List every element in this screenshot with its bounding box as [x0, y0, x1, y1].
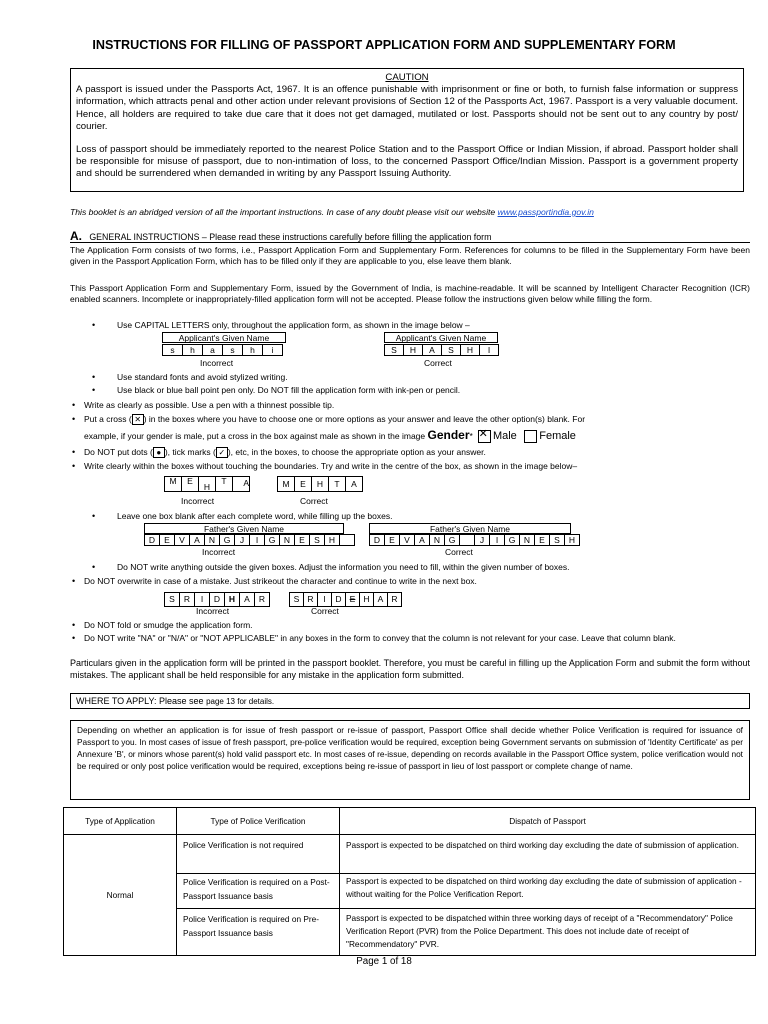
bullet-within: Write clearly within the boxes without touching the boundaries. Try and write in the centre of the box, as shown in the image below–: [84, 461, 578, 471]
bullet-clearly: Write as clearly as possible. Use a pen with a thinnest possible tip.: [84, 400, 335, 410]
caption-incorrect: Incorrect: [200, 358, 234, 368]
bullet-capital: Use CAPITAL LETTERS only, throughout the application form, as shown in the image below –: [117, 320, 470, 330]
mehta-incorrect-boxes: M E H T A: [165, 476, 250, 492]
mehta-correct-boxes: M E H T A: [278, 476, 363, 492]
caption-correct: Correct: [445, 547, 473, 557]
father-name-label-incorrect: Father's Given Name: [144, 523, 344, 534]
where-detail: page 13 for details.: [206, 697, 275, 706]
caption-correct: Correct: [300, 496, 328, 506]
where-label: WHERE TO APPLY: Please see: [76, 696, 204, 706]
caption-correct: Correct: [311, 606, 339, 616]
male-label: Male: [492, 430, 517, 442]
application-type-cell: Normal: [64, 835, 177, 956]
given-name-correct-boxes: S H A S H I: [385, 344, 499, 356]
bullet-outside: Do NOT write anything outside the given boxes. Adjust the information you need to fill, within the given number of boxes.: [117, 562, 570, 572]
dispatch-cell: Passport is expected to be dispatched within three working days of receipt of a "Recommendatory" Police Verification Report (PVR) from the Police Department. This does not include date of receipt of "Recommendatory" PVR.: [340, 909, 756, 956]
page-title: INSTRUCTIONS FOR FILLING OF PASSPORT APPLICATION FORM AND SUPPLEMENTARY FORM: [92, 38, 676, 52]
section-a-title: GENERAL INSTRUCTIONS – Please read these instructions carefully before filling the application form: [89, 232, 492, 242]
police-verification-box: Depending on whether an application is for issue of fresh passport or re-issue of passport, Passport Office shall decide whether Police Verification is required for issuance of Passport to you. In most cases of issue of fresh passport, pre-police verification would be required, exception being Government servants on submission of 'Identity Certificate' as per Annexure 'B', or minors whose parent(s) hold valid passport etc. In most cases of re-issue, depending on records available in the Passport Office system, police verification would not be required or only post police verification would be required, exceptions being re-issue of passport in lieu of lost passport or complete change of name.: [70, 720, 750, 800]
header-dispatch: Dispatch of Passport: [340, 808, 756, 835]
caption-correct: Correct: [424, 358, 452, 368]
verification-cell: Police Verification is required on a Post-Passport Issuance basis: [177, 874, 340, 909]
table-header-row: [64, 808, 756, 835]
verification-cell: Police Verification is not required: [177, 835, 340, 874]
header-type-application: Type of Application: [64, 808, 177, 835]
general-para-2: This Passport Application Form and Supplementary Form, issued by the Government of India, is machine-readable. It will be scanned by Intelligent Character Recognition (ICR) enabled scanners. Incomplete or inappropriately-filled application form will not be accepted. Please follow the instructions given below while filling the form.: [70, 283, 750, 305]
dispatch-cell: Passport is expected to be dispatched on third working day excluding the date of submission of application - without waiting for the Police Verification Report.: [340, 874, 756, 909]
cross-mark-icon: ✕: [132, 414, 144, 425]
abridged-text: This booklet is an abridged version of all the important instructions. In case of any doubt please visit our website: [70, 207, 496, 217]
bullet-pen: Use black or blue ball point pen only. Do NOT fill the application form with ink-pen or pencil.: [117, 385, 461, 395]
father-name-correct-boxes: D E V A N G J I G N E S H: [370, 534, 580, 546]
father-name-label-correct: Father's Given Name: [369, 523, 571, 534]
page-number: Page 1 of 18: [356, 956, 412, 967]
bullet-icon: •: [72, 576, 76, 586]
dot-mark-icon: ●: [153, 447, 165, 458]
website-link[interactable]: www.passportindia.gov.in: [497, 207, 594, 217]
bullet-icon: •: [72, 414, 76, 424]
gender-label: Gender: [427, 428, 470, 442]
bullet-icon: •: [92, 511, 96, 521]
sridhar-incorrect-boxes: S R I D H A R: [165, 592, 270, 607]
caution-heading: CAUTION: [385, 72, 429, 83]
bullet-fonts: Use standard fonts and avoid stylized writing.: [117, 372, 288, 382]
bullet-overwrite: Do NOT overwrite in case of a mistake. Just strikeout the character and continue to write in the next box.: [84, 576, 477, 586]
dispatch-table: [63, 807, 756, 956]
table-row: [64, 835, 756, 874]
caption-incorrect: Incorrect: [196, 606, 230, 616]
bullet-icon: •: [92, 385, 96, 395]
bullet-dots: Do NOT put dots ( ● ), tick marks ( ✓ ), etc, in the boxes, to choose the appropriate option as your answer.: [84, 447, 486, 458]
particulars-para: Particulars given in the application form will be printed in the passport booklet. Therefore, you must be careful in filling up the Application Form and submit the form without mistakes. The applicant shall be held responsible for any mistake in the application form submitted.: [70, 658, 750, 680]
bullet-icon: •: [72, 620, 76, 630]
verification-cell: Police Verification is required on Pre-Passport Issuance basis: [177, 909, 340, 956]
section-a-letter: A.: [70, 229, 82, 243]
bullet-icon: •: [72, 633, 76, 643]
bullet-fold: Do NOT fold or smudge the application form.: [84, 620, 253, 630]
dispatch-cell: Passport is expected to be dispatched on third working day excluding the date of submission of application.: [340, 835, 756, 874]
given-name-label-correct: Applicant's Given Name: [384, 332, 498, 343]
bullet-leave: Leave one box blank after each complete word, while filling up the boxes.: [117, 511, 393, 521]
section-a-heading: [70, 229, 750, 243]
bullet-icon: •: [72, 461, 76, 471]
bullet-icon: •: [92, 372, 96, 382]
abridged-note: [70, 207, 594, 217]
header-type-verification: Type of Police Verification: [177, 808, 340, 835]
bullet-icon: •: [72, 447, 76, 457]
father-name-incorrect-boxes: D E V A N G J I G N E S H: [145, 534, 355, 546]
tick-mark-icon: ✓: [216, 447, 228, 458]
bullet-icon: •: [72, 400, 76, 410]
bullet-na: Do NOT write "NA" or "N/A" or "NOT APPLICABLE" in any boxes in the form to convey that the column is not relevant for your case. Leave that column blank.: [84, 633, 676, 643]
bullet-icon: •: [92, 562, 96, 572]
caption-incorrect: Incorrect: [202, 547, 236, 557]
sridhar-correct-boxes: S R I D E H A R: [290, 592, 402, 607]
male-checkbox-crossed: [478, 430, 491, 443]
caution-paragraph-2: Loss of passport should be immediately reported to the nearest Police Station and to the Passport Office or Indian Mission, if abroad. Passport holder shall be responsible for misuse of passport, due to non-intimation of loss, to the concerned Passport Office/Indian Mission. Passport is a government property and should be surrendered when demanded in writing by any Passport Issuing Authority.: [76, 144, 738, 180]
section-divider: [70, 242, 750, 243]
caption-incorrect: Incorrect: [181, 496, 215, 506]
bullet-cross-example: example, if your gender is male, put a cross in the box against male as shown in the image Gender* ✕ Male Female: [84, 430, 576, 443]
general-para-1: The Application Form consists of two forms, i.e., Passport Application Form and Supplementary Form. References for columns to be filled in the Supplementary Form have been given in the Passport Application Form, which has to be filled only if they are applicable to you, else leave them blank.: [70, 245, 750, 267]
given-name-incorrect-boxes: s h a s h i: [163, 344, 283, 356]
caution-paragraph-1: A passport is issued under the Passports Act, 1967. It is an offence punishable with imprisonment or fine or both, to furnish false information or suppress information, which attracts penal and other action under relevant provisions of Section 12 of the Passports Act, 1967. Passport is a very valuable document. Hence, all holders are required to take due care that it does not get damaged, mutilated or lost. Passports should not be sent out to any country by post/ courier.: [76, 84, 738, 132]
bullet-icon: •: [92, 320, 96, 330]
given-name-label-incorrect: Applicant's Given Name: [162, 332, 286, 343]
female-checkbox: [524, 430, 537, 443]
female-label: Female: [539, 430, 576, 442]
bullet-cross: Put a cross ( ✕ ) in the boxes where you have to choose one or more options as your answer and leave the other option(s) blank. For: [84, 414, 586, 425]
required-star: *: [469, 431, 473, 441]
where-to-apply-box: [70, 693, 750, 709]
caution-box: [70, 68, 744, 192]
